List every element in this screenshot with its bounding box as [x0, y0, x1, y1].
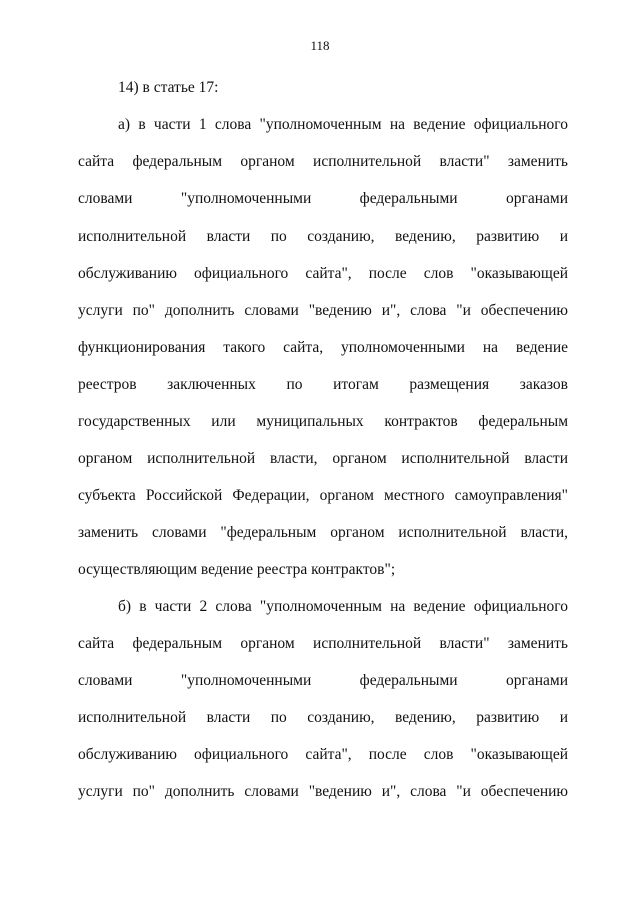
- article-heading: 14) в статье 17:: [118, 79, 219, 96]
- paragraph-a-line-6: услуги по" дополнить словами "ведению и", слова "и обеспечению: [78, 302, 568, 319]
- page-number: 118: [310, 38, 330, 53]
- paragraph-b-line-4: исполнительной власти по созданию, ведению, развитию и: [78, 709, 568, 726]
- paragraph-b-line-3: словами "уполномоченными федеральными органами: [78, 672, 568, 689]
- paragraph-b-line-5: обслуживанию официального сайта", после слов "оказывающей: [78, 746, 568, 763]
- paragraph-a-line-12: заменить словами "федеральным органом исполнительной власти,: [78, 524, 568, 541]
- paragraph-a-line-13: осуществляющим ведение реестра контрактов";: [78, 561, 396, 578]
- paragraph-a-line-10: органом исполнительной власти, органом исполнительной власти: [78, 450, 568, 467]
- paragraph-a-line-1: а) в части 1 слова "уполномоченным на ведение официального: [118, 116, 568, 133]
- paragraph-a-line-5: обслуживанию официального сайта", после слов "оказывающей: [78, 265, 568, 282]
- paragraph-a-line-3: словами "уполномоченными федеральными органами: [78, 190, 568, 207]
- paragraph-b-line-2: сайта федеральным органом исполнительной власти" заменить: [78, 635, 568, 652]
- paragraph-b-line-1: б) в части 2 слова "уполномоченным на ведение официального: [118, 598, 568, 615]
- paragraph-a-line-7: функционирования такого сайта, уполномоченными на ведение: [78, 339, 568, 356]
- paragraph-a-line-4: исполнительной власти по созданию, ведению, развитию и: [78, 228, 568, 245]
- paragraph-a-line-9: государственных или муниципальных контрактов федеральным: [78, 413, 568, 430]
- paragraph-b-line-6: услуги по" дополнить словами "ведению и", слова "и обеспечению: [78, 783, 568, 800]
- paragraph-a-line-8: реестров заключенных по итогам размещения заказов: [78, 376, 568, 393]
- paragraph-a-line-2: сайта федеральным органом исполнительной власти" заменить: [78, 153, 568, 170]
- paragraph-a-line-11: субъекта Российской Федерации, органом местного самоуправления": [78, 487, 568, 504]
